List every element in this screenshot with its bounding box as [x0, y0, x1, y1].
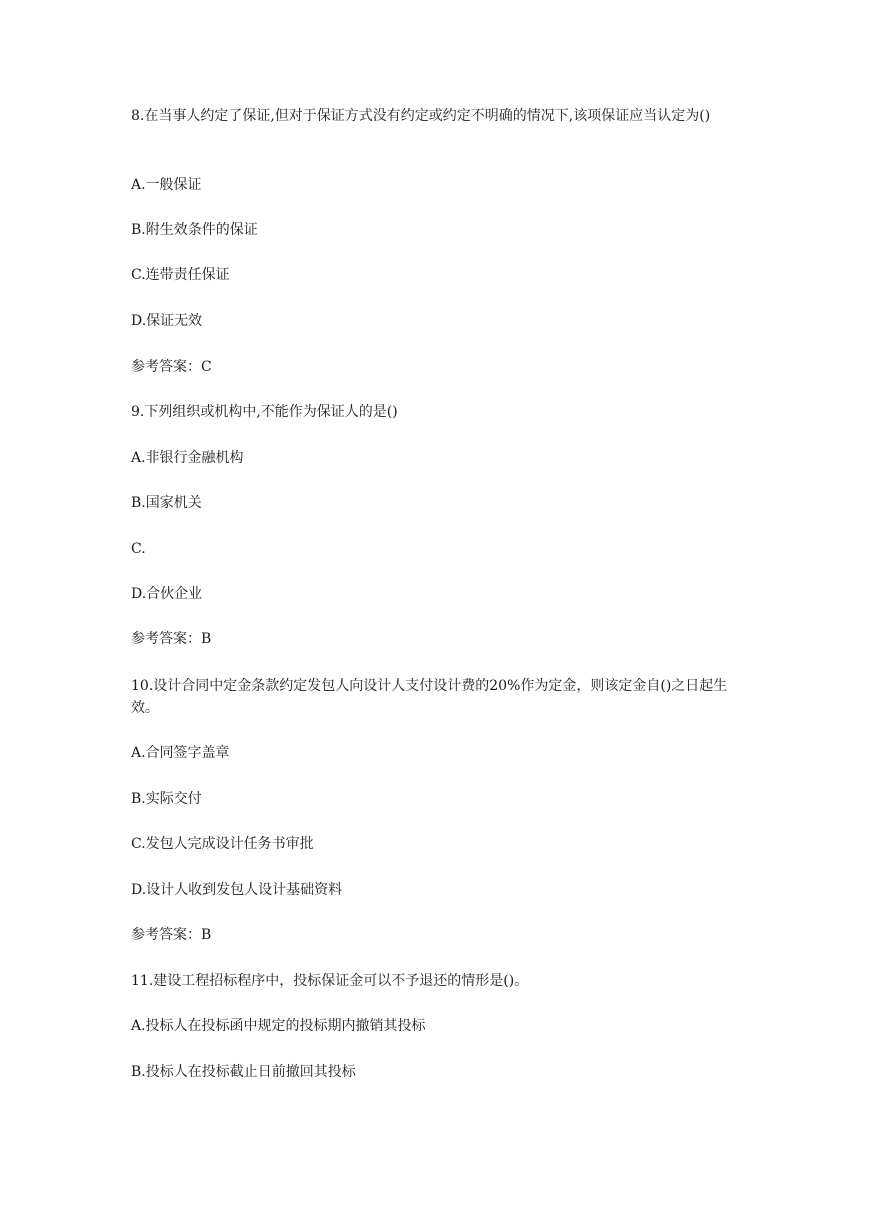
question-10-option-a: A.合同签字盖章	[131, 745, 230, 761]
question-8-option-c: C.连带责任保证	[131, 267, 230, 283]
question-10-option-b: B.实际交付	[131, 791, 202, 807]
question-8-answer: 参考答案：C	[131, 359, 212, 375]
question-9-option-b: B.国家机关	[131, 495, 202, 511]
question-8-option-b: B.附生效条件的保证	[131, 222, 258, 238]
question-8-option-d: D.保证无效	[131, 313, 203, 329]
question-10-option-d: D.设计人收到发包人设计基础资料	[131, 882, 343, 898]
question-9-option-a: A.非银行金融机构	[131, 450, 244, 466]
question-9-stem: 9.下列组织或机构中,不能作为保证人的是()	[131, 404, 398, 420]
question-10-stem: 10.设计合同中定金条款约定发包人向设计人支付设计费的20%作为定金，则该定金自()之日起生效。	[131, 678, 728, 716]
question-10-option-c: C.发包人完成设计任务书审批	[131, 836, 314, 852]
question-9-answer: 参考答案：B	[131, 631, 212, 647]
question-11-stem: 11.建设工程招标程序中，投标保证金可以不予退还的情形是()。	[131, 973, 529, 989]
question-8-option-a: A.一般保证	[131, 177, 202, 193]
question-10-answer: 参考答案：B	[131, 927, 212, 943]
question-9-option-d: D.合伙企业	[131, 586, 203, 602]
question-9-option-c: C.	[131, 541, 146, 557]
question-11-option-b: B.投标人在投标截止日前撤回其投标	[131, 1064, 356, 1080]
question-11-option-a: A.投标人在投标函中规定的投标期内撤销其投标	[131, 1018, 426, 1034]
question-8-stem: 8.在当事人约定了保证,但对于保证方式没有约定或约定不明确的情况下,该项保证应当认定为()	[131, 108, 711, 124]
